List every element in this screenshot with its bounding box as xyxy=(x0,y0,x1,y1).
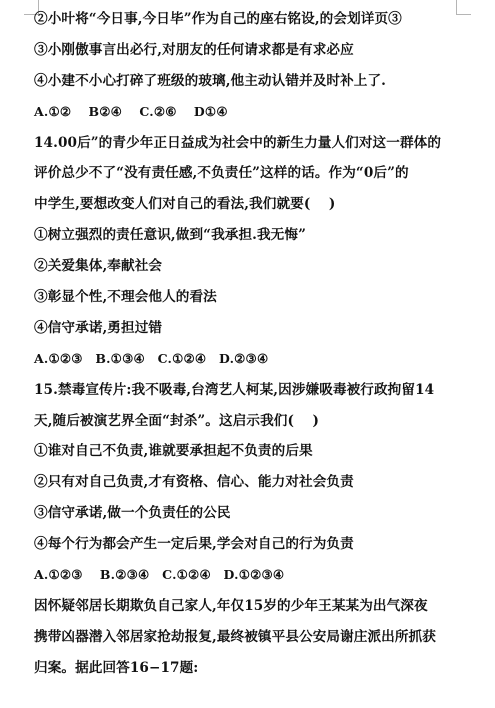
question-15-line-1: 15.禁毒宣传片:我不吸毒,台湾艺人柯某,因涉嫌吸毒被行政拘留14 xyxy=(34,381,435,398)
option-2-text: ②小叶将“今日事,今日毕”作为自己的座右铭设,的会划详页③ xyxy=(34,11,402,27)
question-14-line-2: 评价总少不了“没有责任感,不负责任”这样的话。作为“0后”的 xyxy=(34,165,409,182)
q14-option-2: ②关爱集体,奉献社会 xyxy=(34,258,163,275)
question-14-line-1: 14.00后”的青少年正日益成为社会中的新生力量人们对这一群体的 xyxy=(34,134,442,151)
passage-line-3: 归案。据此回答16−17题: xyxy=(34,659,199,676)
document-body xyxy=(34,4,474,684)
q14-option-1: ①树立强烈的责任意识,做到“我承担.我无悔” xyxy=(34,227,306,244)
answer-choices-q15: A.①②③ B.②③④ C.①②④ D.①②③④ xyxy=(34,567,285,583)
q14-option-3: ③彰显个性,不理会他人的看法 xyxy=(34,289,217,306)
answer-choices-q13: A.①② B②④ C.②⑥ D①④ xyxy=(34,103,228,119)
option-3-text: ③小刚傲事言出必行,对朋友的任何请求都是有求必应 xyxy=(34,41,354,58)
answer-choices-q14: A.①②③ B.①③④ C.①②④ D.②③④ xyxy=(34,350,269,366)
passage-line-2: 携带凶器潜入邻居家抢劫报复,最终被镇平县公安局谢庄派出所抓获 xyxy=(34,628,436,645)
question-15-line-2: 天,随后被演艺界全面“封杀”。这启示我们( ) xyxy=(34,412,320,429)
option-4-text: ④小建不小心打碎了班级的玻璃,他主动认错并及时补上了. xyxy=(34,72,387,89)
q15-option-3: ③信守承诺,做一个负责任的公民 xyxy=(34,505,231,522)
q15-option-2: ②只有对自己负责,才有资格、信心、能力对社会负责 xyxy=(34,474,354,491)
q14-option-4: ④信守承诺,勇担过错 xyxy=(34,319,163,336)
q15-option-1: ①谁对自己不负责,谁就要承担起不负责的后果 xyxy=(34,443,313,460)
q15-option-4: ④每个行为都会产生一定后果,学会对自己的行为负责 xyxy=(34,536,354,553)
question-14-line-3: 中学生,要想改变人们对自己的看法,我们就要( ) xyxy=(34,196,336,213)
passage-line-1: 因怀疑邻居长期欺负自己家人,年仅15岁的少年王某某为出气深夜 xyxy=(34,597,428,614)
